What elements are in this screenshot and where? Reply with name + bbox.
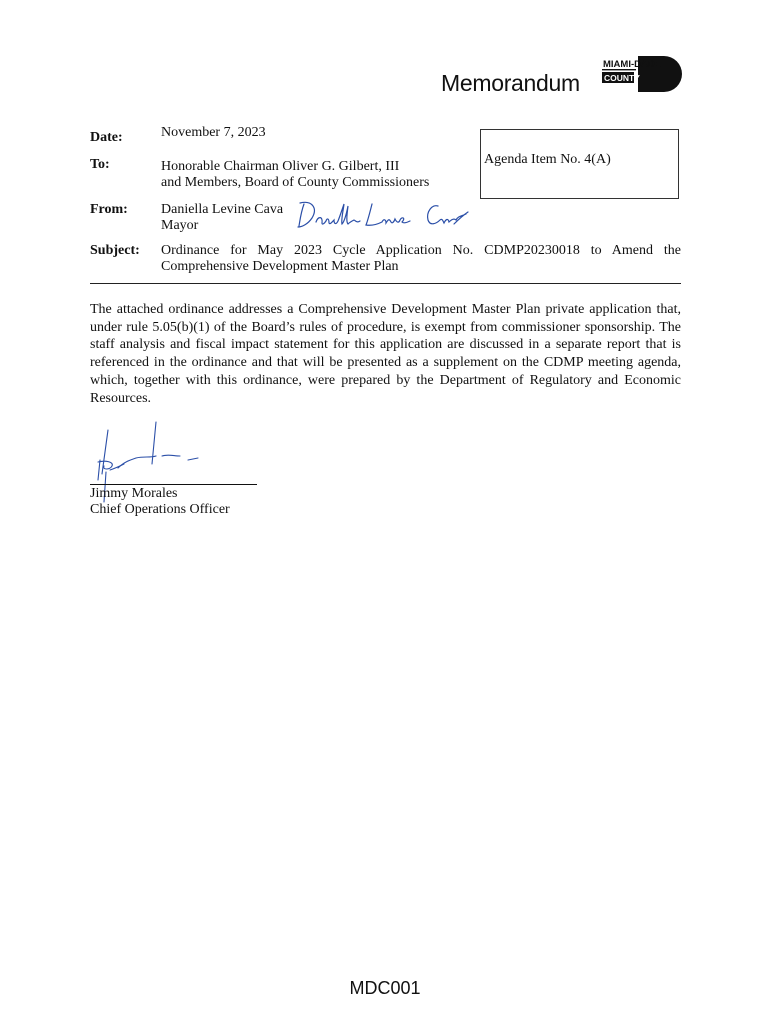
memo-body-paragraph: The attached ordinance addresses a Comprehensive Development Master Plan private application that, under rule 5.05(b)(1) of the Board’s rules of procedure, is exempt from commissioner sponsorship. The staff analysis and fiscal impact statement for this application are discussed in a separate report that is referenced in the ordinance and that will be presented as a supplement on the CDMP meeting agenda, which, together with this ordinance, were prepared by the Department of Regulatory and Economic Resources. [90,302,681,406]
to-label: To: [90,157,110,172]
signature-line [90,484,257,485]
from-line-2: Mayor [161,218,199,233]
header-divider [90,283,681,284]
signatory-name: Jimmy Morales [90,486,178,501]
logo-text-county: COUNTY [604,73,640,83]
document-code: MDC001 [349,978,421,998]
to-line-2: and Members, Board of County Commissioners [161,175,430,190]
logo-text-miami: MIAMI-DADE [603,59,662,70]
memorandum-title: Memorandum [441,70,580,96]
date-value: November 7, 2023 [161,125,266,140]
to-line-1: Honorable Chairman Oliver G. Gilbert, III [161,159,400,174]
from-label: From: [90,202,128,217]
subject-line-1: Ordinance for May 2023 Cycle Application No. CDMP20230018 to Amend the [161,243,681,258]
from-line-1: Daniella Levine Cava [161,202,284,217]
agenda-item-label: Agenda Item No. 4(A) [484,152,611,167]
miami-dade-logo [602,56,682,92]
mayor-signature [296,194,476,236]
agenda-item-box [480,129,679,199]
subject-line-2: Comprehensive Development Master Plan [161,259,399,274]
signatory-title: Chief Operations Officer [90,502,230,517]
subject-label: Subject: [90,243,140,258]
date-label: Date: [90,130,123,145]
